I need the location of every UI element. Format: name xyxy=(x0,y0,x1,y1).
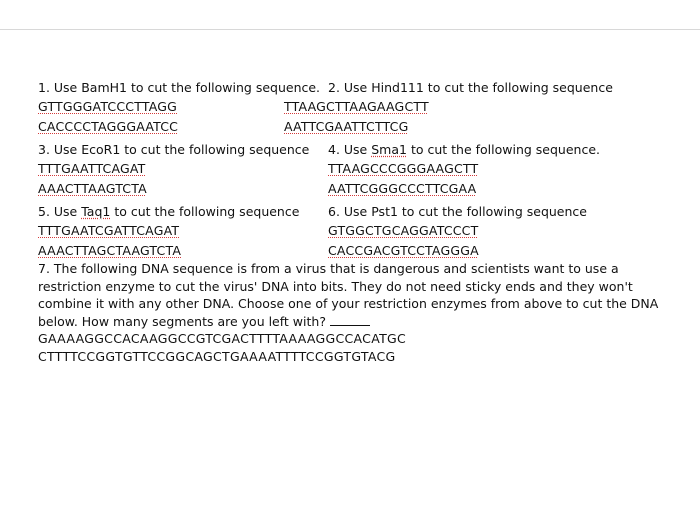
question-4-prefix: 4. Use xyxy=(328,142,372,157)
question-7-strand-top: GAAAAGGCCACAAGGCCGTCGACTTTTAAAAGGCCACATGC xyxy=(38,331,407,346)
question-3-prefix: 3. Use xyxy=(38,142,82,157)
question-3-strand-bottom: AAACTTAAGTCTA xyxy=(38,181,147,196)
question-6-suffix: to cut the following sequence xyxy=(397,204,587,219)
question-1-strand-bottom: CACCCCTAGGGAATCC xyxy=(38,119,179,134)
question-7-line-1: 7. The following DNA sequence is from a virus that is dangerous and scientists want to use a xyxy=(38,261,619,276)
question-4-enzyme: Sma1 xyxy=(371,142,407,157)
worksheet xyxy=(38,78,678,365)
question-4-suffix: to cut the following sequence. xyxy=(406,142,600,157)
question-6-enzyme: Pst1 xyxy=(371,204,398,219)
question-6-strand-bottom: CACCGACGTCCTAGGGA xyxy=(328,243,479,258)
question-1-strand-top: GTTGGGATCCCTTAGG xyxy=(38,99,178,114)
answer-blank[interactable] xyxy=(330,314,370,326)
question-6-prefix: 6. Use xyxy=(328,204,372,219)
question-7-prompt: below. How many segments are you left with? xyxy=(38,313,326,329)
question-2-prefix: 2. Use xyxy=(328,80,372,95)
question-5 xyxy=(38,202,299,262)
question-2-suffix: to cut the following sequence xyxy=(423,80,613,95)
question-row-3 xyxy=(38,202,678,260)
question-7 xyxy=(38,260,678,365)
top-divider xyxy=(0,29,700,30)
question-2 xyxy=(284,78,613,138)
question-1-prompt xyxy=(38,78,320,98)
question-2-prompt xyxy=(328,78,613,98)
question-5-prompt xyxy=(38,202,299,222)
question-5-strand-top: TTTGAATCGATTCAGAT xyxy=(38,223,180,238)
question-1-prefix: 1. Use xyxy=(38,80,82,95)
question-3-enzyme: EcoR1 xyxy=(81,142,121,157)
question-row-2 xyxy=(38,140,678,202)
question-5-strand-bottom: AAACTTAGCTAAGTCTA xyxy=(38,243,182,258)
question-6-prompt xyxy=(328,202,587,222)
question-row-1 xyxy=(38,78,678,140)
question-2-enzyme: Hind111 xyxy=(371,80,424,95)
question-3 xyxy=(38,140,309,200)
question-3-strand-top: TTTGAATTCAGAT xyxy=(38,161,146,176)
question-3-suffix: to cut the following sequence xyxy=(120,142,310,157)
question-2-strand-bottom: AATTCGAATTCTTCG xyxy=(284,119,409,134)
question-1-enzyme: BamH1 xyxy=(81,80,127,95)
question-2-strand-top: TTAAGCTTAAGAAGCTT xyxy=(284,99,429,114)
question-7-line-2: restriction enzyme to cut the virus' DNA into bits. They do not need sticky ends and they won't xyxy=(38,278,633,294)
question-5-prefix: 5. Use xyxy=(38,204,82,219)
question-4-strand-top: TTAAGCCCGGGAAGCTT xyxy=(328,161,479,176)
question-1-suffix: to cut the following sequence. xyxy=(127,80,321,95)
question-3-prompt xyxy=(38,140,309,160)
question-1 xyxy=(38,78,320,138)
question-4-strand-bottom: AATTCGGGCCCTTCGAA xyxy=(328,181,477,196)
question-4 xyxy=(328,140,600,200)
question-6-strand-top: GTGGCTGCAGGATCCCT xyxy=(328,223,479,238)
question-5-enzyme: Taq1 xyxy=(81,204,111,219)
question-4-prompt xyxy=(328,140,600,160)
question-7-line-3: combine it with any other DNA. Choose one of your restriction enzymes from above to cut the DNA xyxy=(38,296,659,311)
question-7-strand-bottom: CTTTTCCGGTGTTCCGGCAGCTGAAAATTTTCCGGTGTACG xyxy=(38,348,396,364)
question-5-suffix: to cut the following sequence xyxy=(110,204,300,219)
question-6 xyxy=(328,202,587,262)
question-7-line-4 xyxy=(38,313,678,331)
